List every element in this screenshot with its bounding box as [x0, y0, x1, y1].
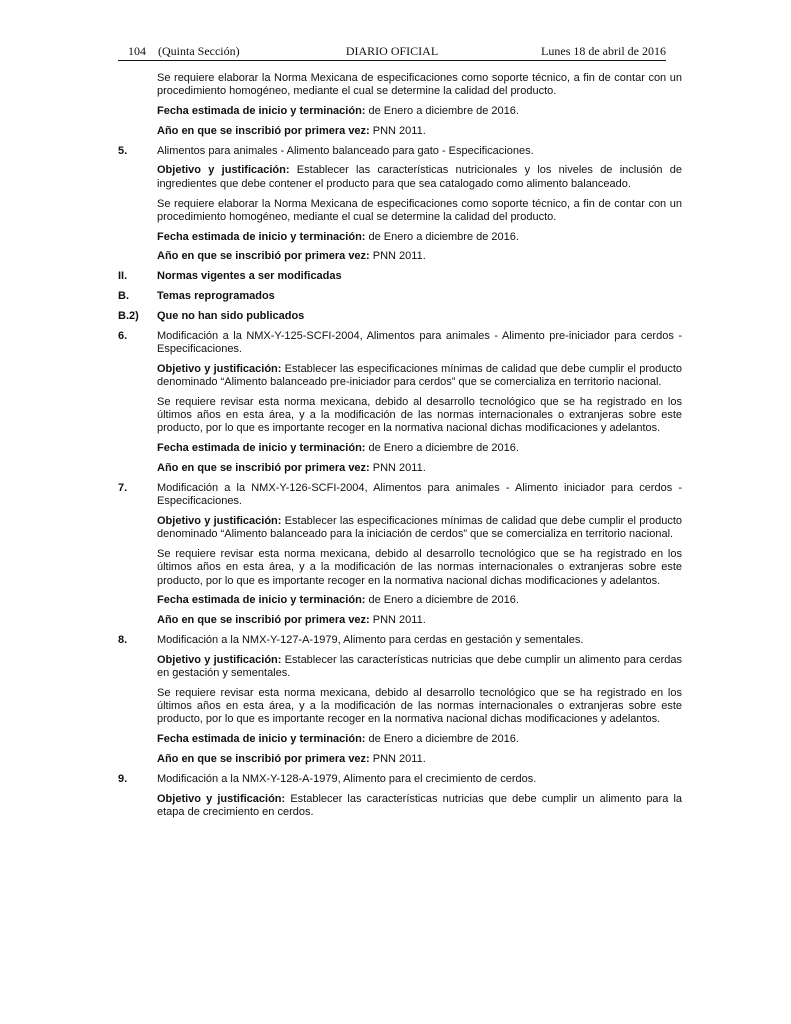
heading-number: B. — [118, 290, 129, 303]
section-label: (Quinta Sección) — [158, 44, 240, 58]
year-paragraph — [157, 753, 682, 766]
list-item-7 — [118, 482, 682, 509]
dates-label: Fecha estimada de inicio y terminación: — [157, 230, 366, 243]
requirement-paragraph — [157, 687, 682, 727]
dates-label: Fecha estimada de inicio y terminación: — [157, 442, 366, 455]
dates-paragraph — [157, 442, 682, 455]
objective-label: Objetivo y justificación: — [157, 514, 282, 527]
objective-label: Objetivo y justificación: — [157, 362, 282, 375]
year-paragraph — [157, 125, 682, 138]
section-heading-ii — [118, 270, 682, 283]
dates-label: Fecha estimada de inicio y terminación: — [157, 105, 366, 118]
objective-text: Establecer las características nutricionales y los niveles de inclusión de ingredientes que debe contener el producto para que sea catalogado como alimento balanceado. — [157, 164, 683, 190]
year-label: Año en que se inscribió por primera vez: — [157, 614, 370, 627]
item-number: 9. — [118, 772, 128, 785]
year-paragraph — [157, 462, 682, 475]
heading-number: II. — [118, 270, 128, 283]
list-item-6 — [118, 330, 682, 357]
item-title: Modificación a la NMX-Y-126-SCFI-2004, Alimentos para animales - Alimento iniciador para cerdos - Especificaciones. — [157, 481, 682, 508]
page-number: 104 — [128, 44, 146, 58]
list-item-9 — [118, 773, 682, 786]
list-item-5 — [118, 145, 682, 158]
objective-paragraph — [157, 793, 682, 820]
objective-paragraph — [157, 363, 682, 390]
dates-value: de Enero a diciembre de 2016. — [368, 105, 519, 118]
objective-paragraph — [157, 654, 682, 681]
dates-paragraph — [157, 733, 682, 746]
publication-date: Lunes 18 de abril de 2016 — [541, 44, 666, 58]
year-value: PNN 2011. — [372, 124, 426, 137]
heading-text: Normas vigentes a ser modificadas — [157, 270, 342, 283]
item-title: Modificación a la NMX-Y-128-A-1979, Alimento para el crecimiento de cerdos. — [157, 772, 537, 785]
year-value: PNN 2011. — [372, 753, 426, 766]
objective-text: Establecer las especificaciones mínimas de calidad que debe cumplir el producto denominado “Alimento balanceado pre-iniciador para cerdos” que se comercializa en territorio nacional. — [157, 362, 683, 389]
objective-label: Objetivo y justificación: — [157, 792, 286, 805]
dates-paragraph — [157, 105, 682, 118]
year-label: Año en que se inscribió por primera vez: — [157, 250, 370, 263]
requirement-text: Se requiere revisar esta norma mexicana, debido al desarrollo tecnológico que se ha registrado en los últimos años en esta área, y a la modificación de las normas internacionales o extranjeras sobre este producto, por lo que es importante recoger en la normativa nacional dichas modificaciones y adelantos. — [157, 686, 682, 726]
year-value: PNN 2011. — [372, 462, 426, 475]
year-paragraph — [157, 250, 682, 263]
item-number: 6. — [118, 329, 128, 342]
page-header — [118, 40, 666, 61]
dates-label: Fecha estimada de inicio y terminación: — [157, 594, 366, 607]
requirement-text: Se requiere revisar esta norma mexicana, debido al desarrollo tecnológico que se ha registrado en los últimos años en esta área, y a la modificación de las normas internacionales o extranjeras sobre este producto, por lo que es importante recoger en la normativa nacional dichas modificaciones y adelantos. — [157, 548, 682, 587]
heading-number: B.2) — [118, 309, 139, 322]
publication-title: DIARIO OFICIAL — [345, 44, 439, 58]
requirement-text: Se requiere revisar esta norma mexicana, debido al desarrollo tecnológico que se ha registrado en los últimos años en esta área, y a la modificación de las normas internacionales o extranjeras sobre este producto, por lo que es importante recoger en la normativa nacional dichas modificaciones y adelantos. — [157, 395, 682, 435]
section-heading-b2 — [118, 310, 682, 323]
dates-paragraph — [157, 231, 682, 244]
item-number: 8. — [118, 634, 128, 646]
objective-text: Establecer las especificaciones mínimas de calidad que debe cumplir el producto denominado “Alimento balanceado para la iniciación de cerdos” que se comercializa en territorio nacional. — [157, 514, 683, 541]
objective-label: Objetivo y justificación: — [157, 164, 290, 177]
year-value: PNN 2011. — [372, 614, 426, 627]
year-label: Año en que se inscribió por primera vez: — [157, 462, 370, 475]
year-label: Año en que se inscribió por primera vez: — [157, 753, 370, 766]
dates-value: de Enero a diciembre de 2016. — [368, 733, 519, 746]
item-number: 5. — [118, 144, 128, 157]
requirement-paragraph — [157, 396, 682, 436]
item-title: Modificación a la NMX-Y-127-A-1979, Alimento para cerdas en gestación y sementales. — [157, 634, 584, 646]
requirement-paragraph — [157, 198, 682, 225]
year-paragraph — [157, 614, 682, 627]
objective-paragraph — [157, 515, 682, 542]
requirement-text: Se requiere elaborar la Norma Mexicana de especificaciones como soporte técnico, a fin de contar con un procedimiento homogéneo, mediante el cual se determine la calidad del producto. — [157, 197, 682, 223]
year-value: PNN 2011. — [372, 250, 426, 263]
dates-value: de Enero a diciembre de 2016. — [368, 594, 519, 607]
objective-text: Establecer las características nutricias que debe cumplir un alimento para cerdas en gestación y sementales. — [157, 653, 682, 680]
heading-text: Temas reprogramados — [157, 290, 275, 303]
year-label: Año en que se inscribió por primera vez: — [157, 124, 370, 137]
section-heading-b — [118, 290, 682, 303]
requirement-text: Se requiere elaborar la Norma Mexicana de especificaciones como soporte técnico, a fin de contar con un procedimiento homogéneo, mediante el cual se determine la calidad del producto. — [157, 72, 682, 98]
objective-text: Establecer las características nutricias que debe cumplir un alimento para la etapa de crecimiento en cerdos. — [157, 792, 683, 818]
document-body — [118, 72, 682, 826]
dates-paragraph — [157, 594, 682, 607]
dates-label: Fecha estimada de inicio y terminación: — [157, 733, 366, 746]
objective-label: Objetivo y justificación: — [157, 653, 282, 666]
heading-text: Que no han sido publicados — [157, 309, 305, 322]
dates-value: de Enero a diciembre de 2016. — [368, 230, 519, 243]
item-number: 7. — [118, 481, 128, 494]
list-item-8 — [118, 634, 682, 647]
item-title: Modificación a la NMX-Y-125-SCFI-2004, Alimentos para animales - Alimento pre-iniciador para cerdos - Especificaciones. — [157, 329, 682, 355]
requirement-paragraph — [157, 548, 682, 588]
objective-paragraph — [157, 164, 682, 191]
item-title: Alimentos para animales - Alimento balanceado para gato - Especificaciones. — [157, 144, 534, 157]
dates-value: de Enero a diciembre de 2016. — [368, 442, 519, 455]
requirement-paragraph — [157, 72, 682, 99]
